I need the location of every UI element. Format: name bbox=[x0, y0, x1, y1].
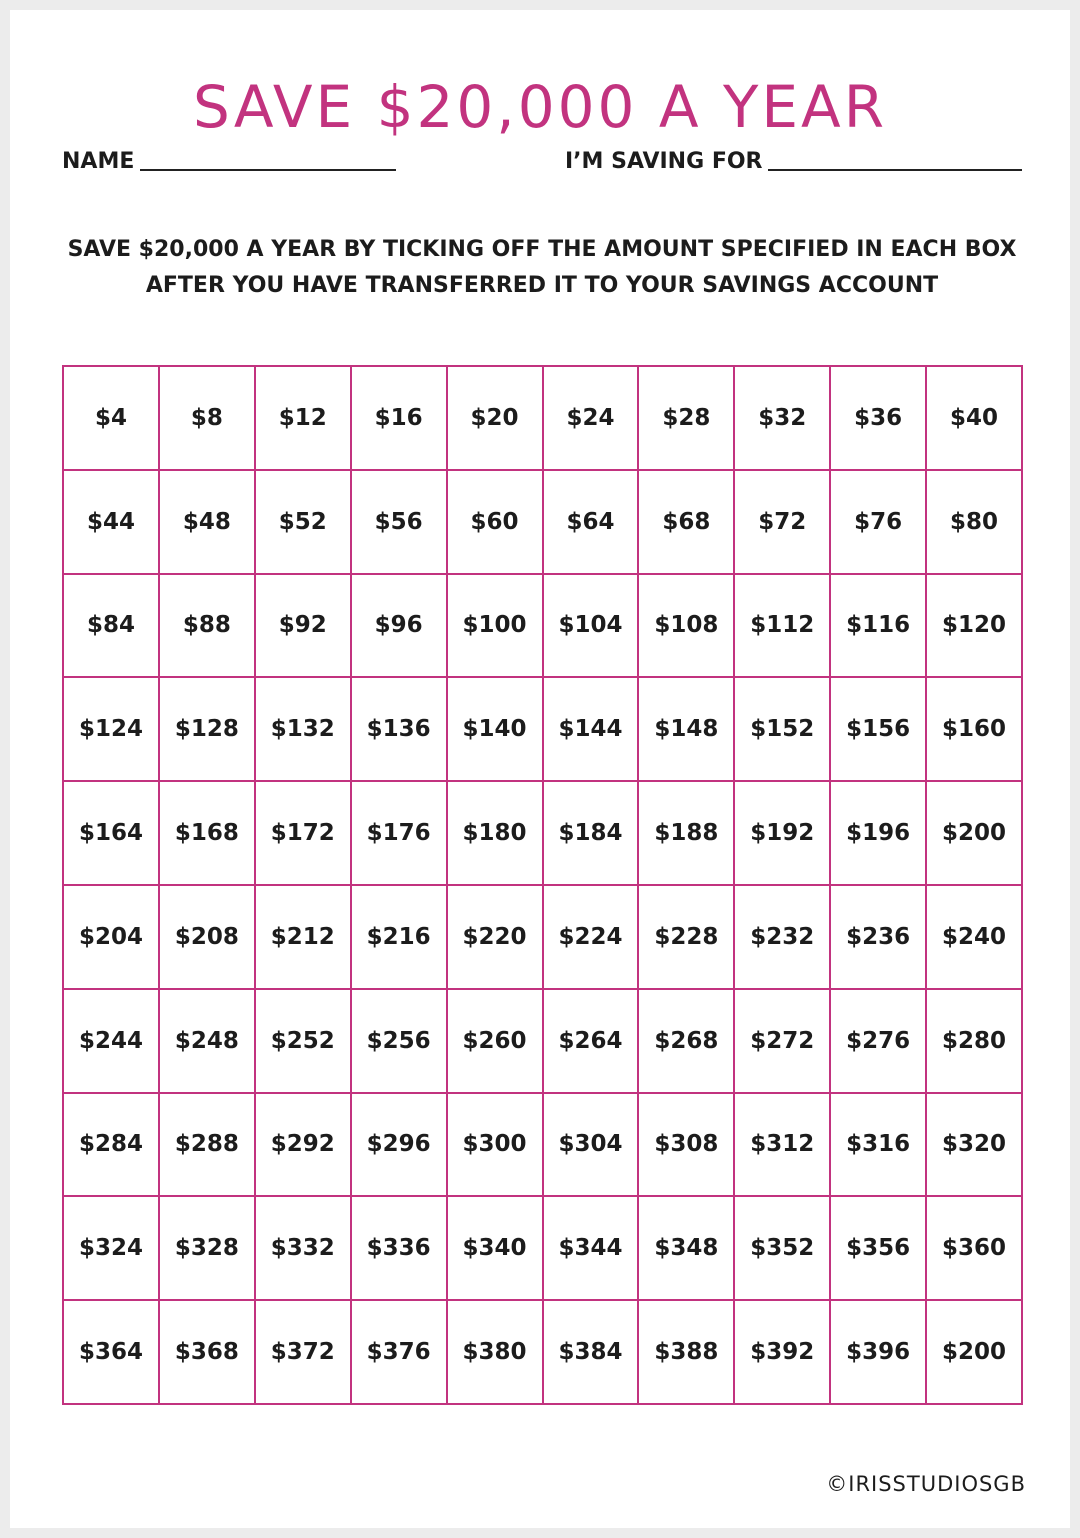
savings-box[interactable]: $232 bbox=[735, 886, 831, 990]
savings-box[interactable]: $276 bbox=[831, 990, 927, 1094]
savings-box[interactable]: $388 bbox=[639, 1301, 735, 1405]
savings-box[interactable]: $264 bbox=[544, 990, 640, 1094]
savings-box[interactable]: $260 bbox=[448, 990, 544, 1094]
savings-box[interactable]: $20 bbox=[448, 367, 544, 471]
savings-box[interactable]: $184 bbox=[544, 782, 640, 886]
savings-box[interactable]: $248 bbox=[160, 990, 256, 1094]
savings-box[interactable]: $84 bbox=[64, 575, 160, 679]
savings-box[interactable]: $164 bbox=[64, 782, 160, 886]
savings-box[interactable]: $360 bbox=[927, 1197, 1023, 1301]
savings-box[interactable]: $312 bbox=[735, 1094, 831, 1198]
savings-box[interactable]: $396 bbox=[831, 1301, 927, 1405]
savings-box[interactable]: $196 bbox=[831, 782, 927, 886]
savings-box[interactable]: $244 bbox=[64, 990, 160, 1094]
savings-box[interactable]: $132 bbox=[256, 678, 352, 782]
savings-box[interactable]: $356 bbox=[831, 1197, 927, 1301]
savings-box[interactable]: $28 bbox=[639, 367, 735, 471]
savings-box[interactable]: $104 bbox=[544, 575, 640, 679]
savings-box[interactable]: $8 bbox=[160, 367, 256, 471]
savings-box[interactable]: $240 bbox=[927, 886, 1023, 990]
savings-box[interactable]: $204 bbox=[64, 886, 160, 990]
savings-box[interactable]: $324 bbox=[64, 1197, 160, 1301]
savings-box[interactable]: $168 bbox=[160, 782, 256, 886]
savings-box[interactable]: $200 bbox=[927, 782, 1023, 886]
savings-box[interactable]: $288 bbox=[160, 1094, 256, 1198]
savings-box[interactable]: $192 bbox=[735, 782, 831, 886]
savings-box[interactable]: $52 bbox=[256, 471, 352, 575]
savings-box[interactable]: $344 bbox=[544, 1197, 640, 1301]
instructions-line-1: SAVE $20,000 A YEAR BY TICKING OFF THE AMOUNT SPECIFIED IN EACH BOX bbox=[67, 237, 1017, 262]
savings-box[interactable]: $108 bbox=[639, 575, 735, 679]
savings-box[interactable]: $112 bbox=[735, 575, 831, 679]
savings-box[interactable]: $88 bbox=[160, 575, 256, 679]
savings-box[interactable]: $48 bbox=[160, 471, 256, 575]
savings-box[interactable]: $280 bbox=[927, 990, 1023, 1094]
savings-box[interactable]: $332 bbox=[256, 1197, 352, 1301]
savings-box[interactable]: $140 bbox=[448, 678, 544, 782]
savings-box[interactable]: $80 bbox=[927, 471, 1023, 575]
savings-box[interactable]: $188 bbox=[639, 782, 735, 886]
savings-box[interactable]: $224 bbox=[544, 886, 640, 990]
name-input-line[interactable] bbox=[140, 169, 396, 171]
savings-box[interactable]: $96 bbox=[352, 575, 448, 679]
savings-box[interactable]: $176 bbox=[352, 782, 448, 886]
savings-box[interactable]: $128 bbox=[160, 678, 256, 782]
savings-box[interactable]: $256 bbox=[352, 990, 448, 1094]
savings-box[interactable]: $56 bbox=[352, 471, 448, 575]
savings-box[interactable]: $320 bbox=[927, 1094, 1023, 1198]
savings-box[interactable]: $228 bbox=[639, 886, 735, 990]
savings-box[interactable]: $68 bbox=[639, 471, 735, 575]
savings-box[interactable]: $284 bbox=[64, 1094, 160, 1198]
savings-box[interactable]: $136 bbox=[352, 678, 448, 782]
savings-box[interactable]: $252 bbox=[256, 990, 352, 1094]
savings-box[interactable]: $352 bbox=[735, 1197, 831, 1301]
savings-box[interactable]: $60 bbox=[448, 471, 544, 575]
savings-box[interactable]: $364 bbox=[64, 1301, 160, 1405]
savings-box[interactable]: $300 bbox=[448, 1094, 544, 1198]
savings-box[interactable]: $32 bbox=[735, 367, 831, 471]
savings-box[interactable]: $392 bbox=[735, 1301, 831, 1405]
savings-box[interactable]: $236 bbox=[831, 886, 927, 990]
savings-box[interactable]: $24 bbox=[544, 367, 640, 471]
savings-box[interactable]: $36 bbox=[831, 367, 927, 471]
page-title: SAVE $20,000 A YEAR bbox=[192, 72, 888, 141]
savings-box[interactable]: $216 bbox=[352, 886, 448, 990]
savings-box[interactable]: $208 bbox=[160, 886, 256, 990]
savings-box[interactable]: $160 bbox=[927, 678, 1023, 782]
savings-box[interactable]: $296 bbox=[352, 1094, 448, 1198]
savings-box[interactable]: $304 bbox=[544, 1094, 640, 1198]
copyright-notice: ©IRISSTUDIOSGB bbox=[826, 1472, 1026, 1496]
savings-box[interactable]: $348 bbox=[639, 1197, 735, 1301]
savings-box[interactable]: $380 bbox=[448, 1301, 544, 1405]
savings-box[interactable]: $116 bbox=[831, 575, 927, 679]
savings-box[interactable]: $76 bbox=[831, 471, 927, 575]
savings-box[interactable]: $272 bbox=[735, 990, 831, 1094]
savings-box[interactable]: $212 bbox=[256, 886, 352, 990]
savings-box[interactable]: $200 bbox=[927, 1301, 1023, 1405]
savings-box[interactable]: $308 bbox=[639, 1094, 735, 1198]
saving-for-label: I’M SAVING FOR bbox=[565, 149, 763, 174]
savings-box[interactable]: $120 bbox=[927, 575, 1023, 679]
savings-box[interactable]: $124 bbox=[64, 678, 160, 782]
savings-box[interactable]: $180 bbox=[448, 782, 544, 886]
savings-box[interactable]: $152 bbox=[735, 678, 831, 782]
savings-box[interactable]: $44 bbox=[64, 471, 160, 575]
savings-box[interactable]: $384 bbox=[544, 1301, 640, 1405]
saving-for-input-line[interactable] bbox=[768, 169, 1022, 171]
savings-box[interactable]: $12 bbox=[256, 367, 352, 471]
savings-box[interactable]: $340 bbox=[448, 1197, 544, 1301]
savings-box[interactable]: $40 bbox=[927, 367, 1023, 471]
savings-box[interactable]: $316 bbox=[831, 1094, 927, 1198]
name-field bbox=[62, 146, 396, 174]
savings-box[interactable]: $16 bbox=[352, 367, 448, 471]
savings-box[interactable]: $376 bbox=[352, 1301, 448, 1405]
savings-box[interactable]: $220 bbox=[448, 886, 544, 990]
savings-box[interactable]: $328 bbox=[160, 1197, 256, 1301]
savings-box[interactable]: $368 bbox=[160, 1301, 256, 1405]
instructions-line-2: AFTER YOU HAVE TRANSFERRED IT TO YOUR SAVINGS ACCOUNT bbox=[145, 273, 939, 298]
savings-box[interactable]: $100 bbox=[448, 575, 544, 679]
savings-box[interactable]: $292 bbox=[256, 1094, 352, 1198]
name-label: NAME bbox=[62, 149, 135, 174]
savings-box[interactable]: $372 bbox=[256, 1301, 352, 1405]
savings-box[interactable]: $156 bbox=[831, 678, 927, 782]
instructions bbox=[0, 232, 1080, 304]
savings-box[interactable]: $336 bbox=[352, 1197, 448, 1301]
savings-box[interactable]: $172 bbox=[256, 782, 352, 886]
savings-grid bbox=[62, 365, 1023, 1405]
savings-box[interactable]: $144 bbox=[544, 678, 640, 782]
saving-for-field bbox=[565, 146, 1022, 174]
savings-box[interactable]: $268 bbox=[639, 990, 735, 1094]
savings-box[interactable]: $64 bbox=[544, 471, 640, 575]
savings-box[interactable]: $92 bbox=[256, 575, 352, 679]
savings-box[interactable]: $72 bbox=[735, 471, 831, 575]
savings-box[interactable]: $148 bbox=[639, 678, 735, 782]
savings-box[interactable]: $4 bbox=[64, 367, 160, 471]
